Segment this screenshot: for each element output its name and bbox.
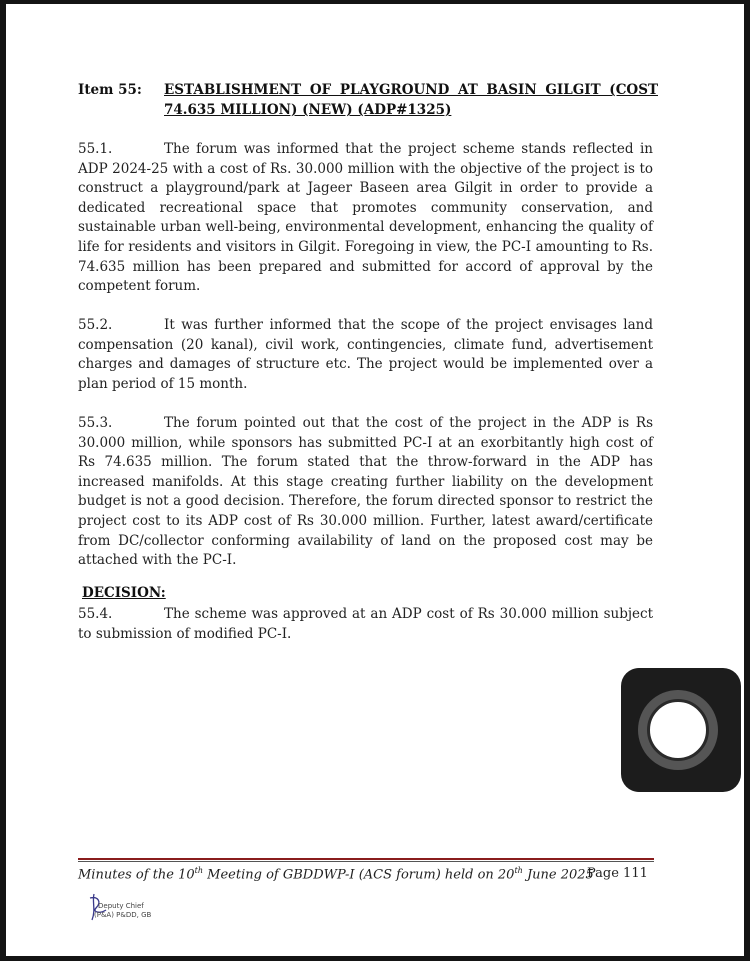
item-number: Item 55:: [78, 82, 142, 98]
stamp-line-2: (P&A) P&DD, GB: [94, 911, 152, 919]
officer-stamp: [80, 888, 160, 928]
paragraph-55-2: [78, 316, 653, 394]
paragraph-text: It was further informed that the scope of the project envisages land compensation (20 kanal), civil work, contingencies, climate fund, advertisement charges and damages of structure etc. The project would be implemented over a plan period of 15 month.: [78, 317, 653, 392]
paragraph-number: 55.1.: [78, 141, 113, 157]
page-number: Page 111: [587, 866, 648, 881]
item-title: ESTABLISHMENT OF PLAYGROUND AT BASIN GILGIT (COST 74.635 MILLION) (NEW) (ADP#1325): [164, 82, 658, 118]
record-dot-icon: [647, 699, 709, 761]
paragraph-number: 55.2.: [78, 317, 113, 333]
screen-record-button[interactable]: [621, 668, 741, 792]
paragraph-number: 55.4.: [78, 606, 113, 622]
footer-rule-thin: [78, 861, 654, 862]
footer-rule: [78, 858, 654, 860]
paragraph-text: The forum was informed that the project scheme stands reflected in ADP 2024-25 with a cost of Rs. 30.000 million with the objective of the project is to construct a playground/park at Jageer Baseen area Gilgit in order to provide a dedicated recreational space that promotes community conservation, and sustainable urban well-being, environmental development, enhancing the quality of life for residents and visitors in Gilgit. Foregoing in view, the PC-I amounting to Rs. 74.635 million has been prepared and submitted for accord of approval by the competent forum.: [78, 141, 653, 295]
paragraph-text: The scheme was approved at an ADP cost of Rs 30.000 million subject to submission of modified PC-I.: [78, 606, 653, 642]
decision-heading: DECISION:: [82, 585, 166, 601]
paragraph-55-3: [78, 414, 653, 571]
paragraph-55-4: [78, 605, 653, 644]
footer-minutes: Minutes of the 10th Meeting of GBDDWP-I (ACS forum) held on 20th June 2025: [78, 866, 594, 883]
paragraph-text: The forum pointed out that the cost of the project in the ADP is Rs 30.000 million, while sponsors has submitted PC-I at an exorbitantly high cost of Rs 74.635 million. The forum stated that the throw-forward in the ADP has increased manifolds. At this stage creating further liability on the development budget is not a good decision. Therefore, the forum directed sponsor to restrict the project cost to its ADP cost of Rs 30.000 million. Further, latest award/certificate from DC/collector conforming availability of land on the proposed cost may be attached with the PC-I.: [78, 415, 653, 569]
stamp-line-1: Deputy Chief: [98, 902, 144, 910]
paragraph-number: 55.3.: [78, 415, 113, 431]
paragraph-55-1: [78, 140, 653, 297]
